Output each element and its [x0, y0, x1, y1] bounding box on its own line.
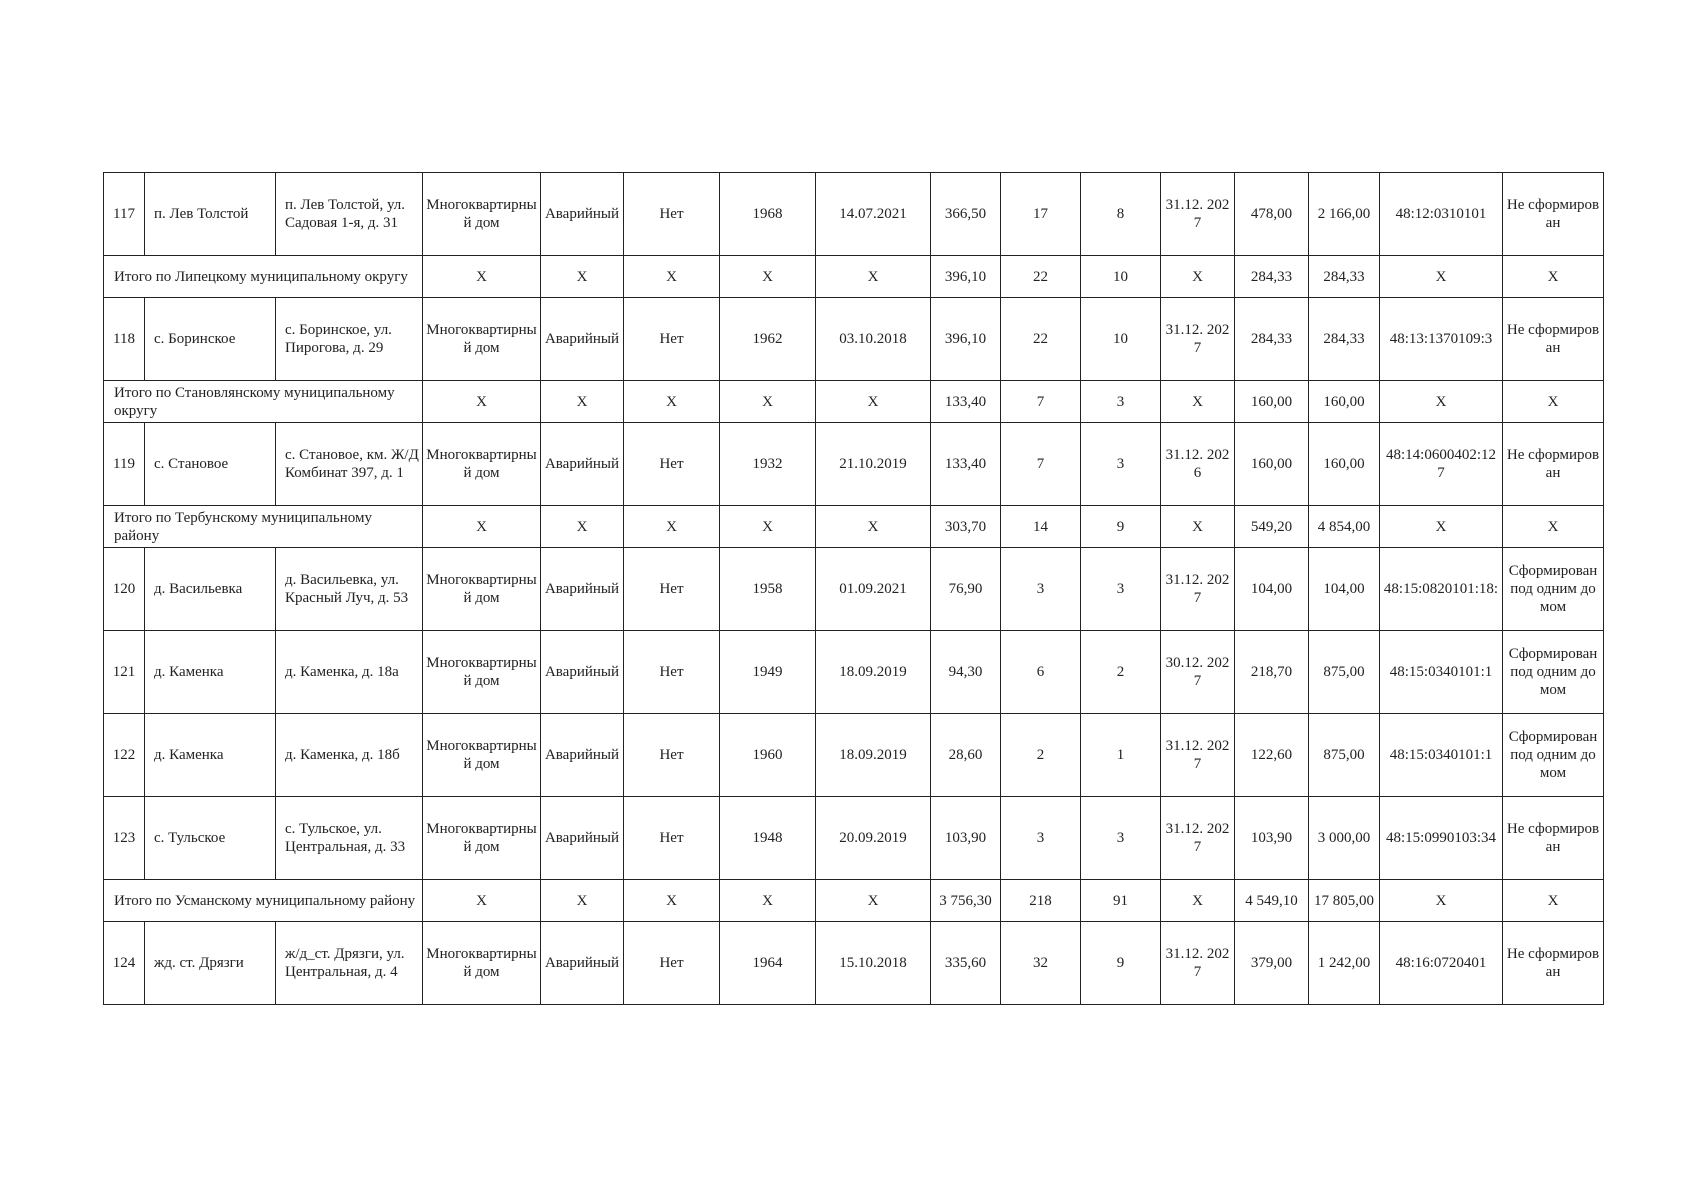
- cadastre-number-cell: X: [1380, 506, 1503, 548]
- settlement-cell: с. Боринское: [145, 298, 276, 381]
- value-1-cell: 284,33: [1235, 256, 1309, 298]
- premises-cell: 91: [1081, 880, 1161, 922]
- land-plot-status-cell: Не сформирован: [1503, 423, 1604, 506]
- date-cell: 20.09.2019: [816, 797, 931, 880]
- premises-cell: 8: [1081, 173, 1161, 256]
- row-number-cell: 117: [104, 173, 145, 256]
- condition-cell: Аварийный: [541, 631, 624, 714]
- premises-cell: 3: [1081, 548, 1161, 631]
- value-2-cell: 284,33: [1309, 298, 1380, 381]
- land-plot-status-cell: Не сформирован: [1503, 922, 1604, 1005]
- residents-cell: 7: [1001, 423, 1081, 506]
- residents-cell: 6: [1001, 631, 1081, 714]
- condition-cell: X: [541, 256, 624, 298]
- table-row: [104, 173, 1604, 256]
- row-number-cell: 122: [104, 714, 145, 797]
- cadastre-number-cell: 48:14:0600402:127: [1380, 423, 1503, 506]
- flag-cell: Нет: [624, 173, 720, 256]
- building-type-cell: Многоквартирный дом: [423, 548, 541, 631]
- date-cell: 03.10.2018: [816, 298, 931, 381]
- value-2-cell: 875,00: [1309, 714, 1380, 797]
- year-cell: 1949: [720, 631, 816, 714]
- deadline-cell: 31.12. 2027: [1161, 548, 1235, 631]
- condition-cell: Аварийный: [541, 173, 624, 256]
- deadline-cell: 31.12. 2026: [1161, 423, 1235, 506]
- residents-cell: 3: [1001, 548, 1081, 631]
- deadline-cell: 31.12. 2027: [1161, 714, 1235, 797]
- housing-registry-table: [103, 172, 1604, 1005]
- address-cell: с. Боринское, ул. Пирогова, д. 29: [276, 298, 423, 381]
- address-cell: ж/д_ст. Дрязги, ул. Центральная, д. 4: [276, 922, 423, 1005]
- condition-cell: Аварийный: [541, 922, 624, 1005]
- flag-cell: Нет: [624, 797, 720, 880]
- condition-cell: Аварийный: [541, 797, 624, 880]
- cadastre-number-cell: 48:15:0340101:1: [1380, 631, 1503, 714]
- flag-cell: X: [624, 880, 720, 922]
- year-cell: 1958: [720, 548, 816, 631]
- cadastre-number-cell: X: [1380, 880, 1503, 922]
- deadline-cell: 31.12. 2027: [1161, 298, 1235, 381]
- area-cell: 396,10: [931, 298, 1001, 381]
- value-1-cell: 4 549,10: [1235, 880, 1309, 922]
- value-1-cell: 284,33: [1235, 298, 1309, 381]
- table-row: [104, 423, 1604, 506]
- table-row: [104, 548, 1604, 631]
- date-cell: X: [816, 506, 931, 548]
- year-cell: X: [720, 256, 816, 298]
- year-cell: X: [720, 880, 816, 922]
- value-2-cell: 104,00: [1309, 548, 1380, 631]
- residents-cell: 17: [1001, 173, 1081, 256]
- building-type-cell: Многоквартирный дом: [423, 797, 541, 880]
- flag-cell: X: [624, 256, 720, 298]
- settlement-cell: д. Васильевка: [145, 548, 276, 631]
- subtotal-label-cell: Итого по Липецкому муниципальному округу: [104, 256, 423, 298]
- area-cell: 76,90: [931, 548, 1001, 631]
- deadline-cell: X: [1161, 381, 1235, 423]
- value-1-cell: 218,70: [1235, 631, 1309, 714]
- value-1-cell: 478,00: [1235, 173, 1309, 256]
- land-plot-status-cell: Сформирован под одним домом: [1503, 714, 1604, 797]
- table-row: [104, 714, 1604, 797]
- row-number-cell: 121: [104, 631, 145, 714]
- table-row: [104, 797, 1604, 880]
- premises-cell: 10: [1081, 256, 1161, 298]
- value-1-cell: 549,20: [1235, 506, 1309, 548]
- settlement-cell: д. Каменка: [145, 714, 276, 797]
- subtotal-row: [104, 506, 1604, 548]
- land-plot-status-cell: Не сформирован: [1503, 797, 1604, 880]
- condition-cell: X: [541, 880, 624, 922]
- cadastre-number-cell: X: [1380, 256, 1503, 298]
- residents-cell: 3: [1001, 797, 1081, 880]
- residents-cell: 218: [1001, 880, 1081, 922]
- date-cell: X: [816, 381, 931, 423]
- year-cell: 1948: [720, 797, 816, 880]
- condition-cell: Аварийный: [541, 548, 624, 631]
- date-cell: 18.09.2019: [816, 631, 931, 714]
- building-type-cell: Многоквартирный дом: [423, 423, 541, 506]
- table-row: [104, 922, 1604, 1005]
- flag-cell: Нет: [624, 714, 720, 797]
- address-cell: с. Становое, км. Ж/Д Комбинат 397, д. 1: [276, 423, 423, 506]
- premises-cell: 9: [1081, 506, 1161, 548]
- area-cell: 3 756,30: [931, 880, 1001, 922]
- deadline-cell: 31.12. 2027: [1161, 797, 1235, 880]
- premises-cell: 1: [1081, 714, 1161, 797]
- premises-cell: 3: [1081, 797, 1161, 880]
- area-cell: 335,60: [931, 922, 1001, 1005]
- year-cell: X: [720, 381, 816, 423]
- date-cell: 14.07.2021: [816, 173, 931, 256]
- premises-cell: 9: [1081, 922, 1161, 1005]
- address-cell: д. Васильевка, ул. Красный Луч, д. 53: [276, 548, 423, 631]
- value-1-cell: 103,90: [1235, 797, 1309, 880]
- row-number-cell: 120: [104, 548, 145, 631]
- date-cell: 18.09.2019: [816, 714, 931, 797]
- area-cell: 366,50: [931, 173, 1001, 256]
- date-cell: 01.09.2021: [816, 548, 931, 631]
- building-type-cell: Многоквартирный дом: [423, 631, 541, 714]
- value-2-cell: 1 242,00: [1309, 922, 1380, 1005]
- condition-cell: Аварийный: [541, 714, 624, 797]
- deadline-cell: X: [1161, 506, 1235, 548]
- deadline-cell: 31.12. 2027: [1161, 922, 1235, 1005]
- condition-cell: Аварийный: [541, 298, 624, 381]
- flag-cell: Нет: [624, 548, 720, 631]
- value-1-cell: 104,00: [1235, 548, 1309, 631]
- flag-cell: X: [624, 506, 720, 548]
- settlement-cell: д. Каменка: [145, 631, 276, 714]
- area-cell: 103,90: [931, 797, 1001, 880]
- area-cell: 133,40: [931, 381, 1001, 423]
- premises-cell: 3: [1081, 381, 1161, 423]
- subtotal-row: [104, 381, 1604, 423]
- building-type-cell: Многоквартирный дом: [423, 173, 541, 256]
- land-plot-status-cell: X: [1503, 256, 1604, 298]
- area-cell: 28,60: [931, 714, 1001, 797]
- settlement-cell: с. Становое: [145, 423, 276, 506]
- value-2-cell: 875,00: [1309, 631, 1380, 714]
- building-type-cell: X: [423, 381, 541, 423]
- deadline-cell: X: [1161, 880, 1235, 922]
- year-cell: 1962: [720, 298, 816, 381]
- settlement-cell: п. Лев Толстой: [145, 173, 276, 256]
- year-cell: 1964: [720, 922, 816, 1005]
- land-plot-status-cell: Сформирован под одним домом: [1503, 548, 1604, 631]
- land-plot-status-cell: Сформирован под одним домом: [1503, 631, 1604, 714]
- land-plot-status-cell: Не сформирован: [1503, 173, 1604, 256]
- subtotal-label-cell: Итого по Становлянскому муниципальному округу: [104, 381, 423, 423]
- flag-cell: Нет: [624, 423, 720, 506]
- residents-cell: 7: [1001, 381, 1081, 423]
- settlement-cell: с. Тульское: [145, 797, 276, 880]
- deadline-cell: 31.12. 2027: [1161, 173, 1235, 256]
- cadastre-number-cell: 48:15:0340101:1: [1380, 714, 1503, 797]
- building-type-cell: Многоквартирный дом: [423, 298, 541, 381]
- value-2-cell: 3 000,00: [1309, 797, 1380, 880]
- year-cell: 1960: [720, 714, 816, 797]
- value-1-cell: 160,00: [1235, 423, 1309, 506]
- flag-cell: Нет: [624, 298, 720, 381]
- area-cell: 94,30: [931, 631, 1001, 714]
- condition-cell: X: [541, 381, 624, 423]
- building-type-cell: X: [423, 880, 541, 922]
- building-type-cell: X: [423, 256, 541, 298]
- table-body: [104, 173, 1604, 1005]
- value-1-cell: 379,00: [1235, 922, 1309, 1005]
- year-cell: X: [720, 506, 816, 548]
- year-cell: 1932: [720, 423, 816, 506]
- cadastre-number-cell: 48:15:0990103:34: [1380, 797, 1503, 880]
- value-2-cell: 4 854,00: [1309, 506, 1380, 548]
- address-cell: с. Тульское, ул. Центральная, д. 33: [276, 797, 423, 880]
- value-2-cell: 2 166,00: [1309, 173, 1380, 256]
- table-row: [104, 631, 1604, 714]
- value-2-cell: 160,00: [1309, 381, 1380, 423]
- value-2-cell: 284,33: [1309, 256, 1380, 298]
- residents-cell: 14: [1001, 506, 1081, 548]
- condition-cell: X: [541, 506, 624, 548]
- row-number-cell: 119: [104, 423, 145, 506]
- value-1-cell: 122,60: [1235, 714, 1309, 797]
- flag-cell: Нет: [624, 631, 720, 714]
- address-cell: д. Каменка, д. 18б: [276, 714, 423, 797]
- area-cell: 303,70: [931, 506, 1001, 548]
- row-number-cell: 118: [104, 298, 145, 381]
- cadastre-number-cell: 48:12:0310101: [1380, 173, 1503, 256]
- cadastre-number-cell: 48:15:0820101:18:: [1380, 548, 1503, 631]
- area-cell: 396,10: [931, 256, 1001, 298]
- row-number-cell: 124: [104, 922, 145, 1005]
- building-type-cell: X: [423, 506, 541, 548]
- value-2-cell: 160,00: [1309, 423, 1380, 506]
- flag-cell: Нет: [624, 922, 720, 1005]
- building-type-cell: Многоквартирный дом: [423, 922, 541, 1005]
- condition-cell: Аварийный: [541, 423, 624, 506]
- subtotal-label-cell: Итого по Усманскому муниципальному району: [104, 880, 423, 922]
- building-type-cell: Многоквартирный дом: [423, 714, 541, 797]
- address-cell: п. Лев Толстой, ул. Садовая 1-я, д. 31: [276, 173, 423, 256]
- land-plot-status-cell: X: [1503, 880, 1604, 922]
- date-cell: X: [816, 880, 931, 922]
- premises-cell: 10: [1081, 298, 1161, 381]
- date-cell: 21.10.2019: [816, 423, 931, 506]
- residents-cell: 22: [1001, 256, 1081, 298]
- value-2-cell: 17 805,00: [1309, 880, 1380, 922]
- land-plot-status-cell: X: [1503, 506, 1604, 548]
- value-1-cell: 160,00: [1235, 381, 1309, 423]
- subtotal-row: [104, 880, 1604, 922]
- residents-cell: 22: [1001, 298, 1081, 381]
- premises-cell: 3: [1081, 423, 1161, 506]
- row-number-cell: 123: [104, 797, 145, 880]
- table-row: [104, 298, 1604, 381]
- flag-cell: X: [624, 381, 720, 423]
- area-cell: 133,40: [931, 423, 1001, 506]
- land-plot-status-cell: X: [1503, 381, 1604, 423]
- address-cell: д. Каменка, д. 18а: [276, 631, 423, 714]
- date-cell: 15.10.2018: [816, 922, 931, 1005]
- cadastre-number-cell: X: [1380, 381, 1503, 423]
- land-plot-status-cell: Не сформирован: [1503, 298, 1604, 381]
- deadline-cell: 30.12. 2027: [1161, 631, 1235, 714]
- subtotal-label-cell: Итого по Тербунскому муниципальному району: [104, 506, 423, 548]
- settlement-cell: жд. ст. Дрязги: [145, 922, 276, 1005]
- subtotal-row: [104, 256, 1604, 298]
- premises-cell: 2: [1081, 631, 1161, 714]
- deadline-cell: X: [1161, 256, 1235, 298]
- cadastre-number-cell: 48:16:0720401: [1380, 922, 1503, 1005]
- residents-cell: 2: [1001, 714, 1081, 797]
- year-cell: 1968: [720, 173, 816, 256]
- residents-cell: 32: [1001, 922, 1081, 1005]
- cadastre-number-cell: 48:13:1370109:3: [1380, 298, 1503, 381]
- date-cell: X: [816, 256, 931, 298]
